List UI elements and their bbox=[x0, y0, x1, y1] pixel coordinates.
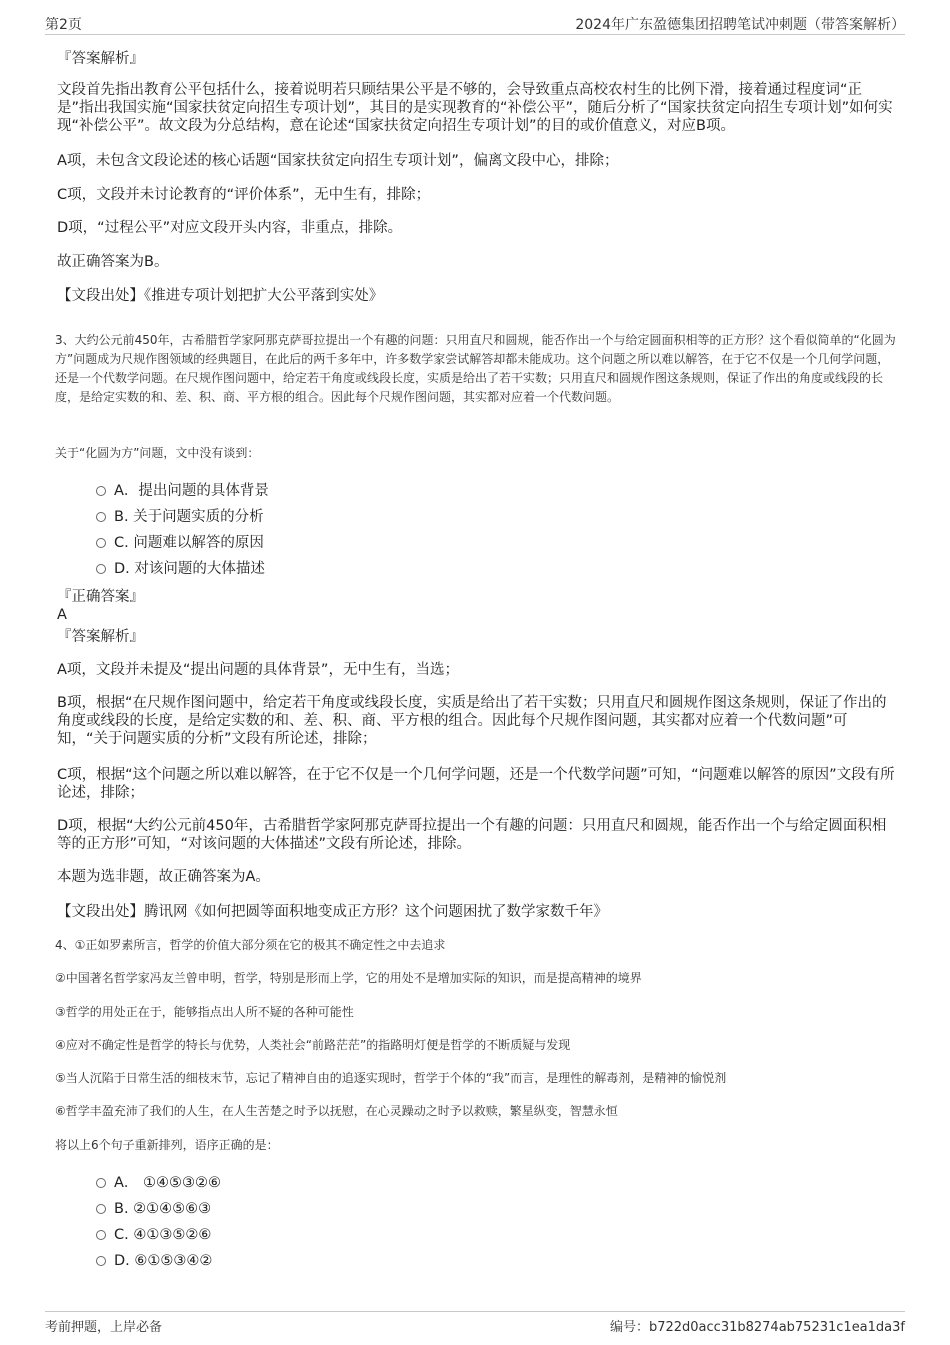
q4-option-c[interactable]: C. ④①③⑤②⑥ bbox=[96, 1226, 211, 1244]
q4-option-d[interactable]: D. ⑥①⑤③④② bbox=[96, 1252, 212, 1270]
q2-source: 【文段出处】《推进专项计划把扩大公平落到实处》 bbox=[57, 288, 384, 304]
q3-source: 【文段出处】腾讯网《如何把圆等面积地变成正方形？这个问题困扰了数学家数千年》 bbox=[57, 904, 608, 920]
q2-analysis-paragraph: 文段首先指出教育公平包括什么，接着说明若只顾结果公平是不够的，会导致重点高校农村生的比例下滑，接着通过程度词“正是”指出我国实施“国家扶贫定向招生专项计划”，其目的是实现教育的“补偿公平”，随后分析了“国家扶贫定向招生专项计划”如何实现“补偿公平”。故文段为分总结构，意在论述“国家扶贫定向招生专项计划”的目的或价值意义，对应B项。 bbox=[57, 82, 893, 134]
document-id: 编号：b722d0acc31b8274ab75231c1ea1da3f bbox=[609, 1320, 905, 1335]
q3-answer: A bbox=[57, 607, 67, 623]
page-footer bbox=[45, 1311, 905, 1336]
q3-option-b[interactable]: B. 关于问题实质的分析 bbox=[96, 508, 264, 526]
q3-option-d[interactable]: D. 对该问题的大体描述 bbox=[96, 560, 265, 578]
q4-sentence-4: ④应对不确定性是哲学的特长与优势，人类社会“前路茫茫”的指路明灯便是哲学的不断质疑与发现 bbox=[55, 1038, 571, 1052]
q3-analysis-option-a: A项，文段并未提及“提出问题的具体背景”，无中生有，当选； bbox=[57, 662, 459, 678]
q2-conclusion: 故正确答案为B。 bbox=[57, 254, 169, 270]
q3-stem: 3、大约公元前450年，古希腊哲学家阿那克萨哥拉提出一个有趣的问题：只用直尺和圆规，能否作出一个与给定圆面积相等的正方形？这个看似简单的“化圆为方”问题成为尺规作图领域的经典题目，在此后的两千多年中，许多数学家尝试解答却都未能成功。这个问题之所以难以解答，在于它不仅是一个几何学问题，还是一个代数学问题。在尺规作图问题中，给定若干角度或线段长度，实质是给出了若干实数；只用直尺和圆规作图这条规则，保证了作出的角度或线段的长度，是给定实数的和、差、积、商、平方根的组合。因此每个尺规作图问题，其实都对应着一个代数问题。 bbox=[55, 333, 896, 404]
q4-sentence-3: ③哲学的用处正在于，能够指点出人所不疑的各种可能性 bbox=[55, 1005, 354, 1019]
radio-icon bbox=[96, 1230, 106, 1240]
radio-icon bbox=[96, 486, 106, 496]
footer-slogan: 考前押题，上岸必备 bbox=[45, 1320, 163, 1335]
radio-icon bbox=[96, 564, 106, 574]
q4-sentence-1: 4、①正如罗素所言，哲学的价值大部分须在它的极其不确定性之中去追求 bbox=[55, 938, 446, 952]
q3-answer-title: 『正确答案』 bbox=[57, 589, 144, 605]
q3-question: 关于“化圆为方”问题，文中没有谈到： bbox=[55, 446, 260, 460]
q4-question: 将以上6个句子重新排列，语序正确的是： bbox=[55, 1138, 279, 1152]
q2-analysis-option-c: C项，文段并未讨论教育的“评价体系”，无中生有，排除； bbox=[57, 187, 431, 203]
q4-sentence-5: ⑤当人沉陷于日常生活的细枝末节，忘记了精神自由的追逐实现时，哲学于个体的“我”而言，是理性的解毒剂，是精神的愉悦剂 bbox=[55, 1071, 727, 1085]
q2-analysis-option-d: D项，“过程公平”对应文段开头内容，非重点，排除。 bbox=[57, 220, 403, 236]
radio-icon bbox=[96, 1256, 106, 1266]
q3-analysis-option-d: D项，根据“大约公元前450年，古希腊哲学家阿那克萨哥拉提出一个有趣的问题：只用直尺和圆规，能否作出一个与给定圆面积相等的正方形”可知，“对该问题的大体描述”文段有所论述，排除。 bbox=[57, 818, 887, 852]
document-title: 2024年广东盈德集团招聘笔试冲刺题（带答案解析） bbox=[575, 17, 905, 33]
radio-icon bbox=[96, 1204, 106, 1214]
q4-sentence-2: ②中国著名哲学家冯友兰曾申明，哲学，特别是形而上学，它的用处不是增加实际的知识，而是提高精神的境界 bbox=[55, 971, 642, 985]
radio-icon bbox=[96, 512, 106, 522]
q3-option-a[interactable]: A．提出问题的具体背景 bbox=[96, 482, 269, 500]
q3-analysis-option-c: C项，根据“这个问题之所以难以解答，在于它不仅是一个几何学问题，还是一个代数学问题”可知，“问题难以解答的原因”文段有所论述，排除； bbox=[57, 767, 895, 801]
q3-analysis-option-b: B项，根据“在尺规作图问题中，给定若干角度或线段长度，实质是给出了若干实数；只用直尺和圆规作图这条规则，保证了作出的角度或线段的长度，是给定实数的和、差、积、商、平方根的组合。因此每个尺规作图问题，其实都对应着一个代数问题”可知，“关于问题实质的分析”文段有所论述，排除； bbox=[57, 695, 887, 747]
radio-icon bbox=[96, 538, 106, 548]
q3-analysis-title: 『答案解析』 bbox=[57, 629, 144, 645]
page-number: 第2页 bbox=[45, 17, 82, 33]
q4-option-a[interactable]: A． ①④⑤③②⑥ bbox=[96, 1174, 221, 1192]
q3-option-c[interactable]: C. 问题难以解答的原因 bbox=[96, 534, 264, 552]
q4-option-b[interactable]: B. ②①④⑤⑥③ bbox=[96, 1200, 211, 1218]
q2-analysis-title: 『答案解析』 bbox=[57, 51, 144, 67]
q4-sentence-6: ⑥哲学丰盈充沛了我们的人生，在人生苦楚之时予以抚慰，在心灵躁动之时予以救赎，繁星纵变，智慧永恒 bbox=[55, 1104, 618, 1118]
q2-analysis-option-a: A项，未包含文段论述的核心话题“国家扶贫定向招生专项计划”，偏离文段中心，排除； bbox=[57, 153, 619, 169]
page-header bbox=[45, 12, 905, 35]
radio-icon bbox=[96, 1178, 106, 1188]
q3-conclusion: 本题为选非题，故正确答案为A。 bbox=[57, 869, 270, 885]
